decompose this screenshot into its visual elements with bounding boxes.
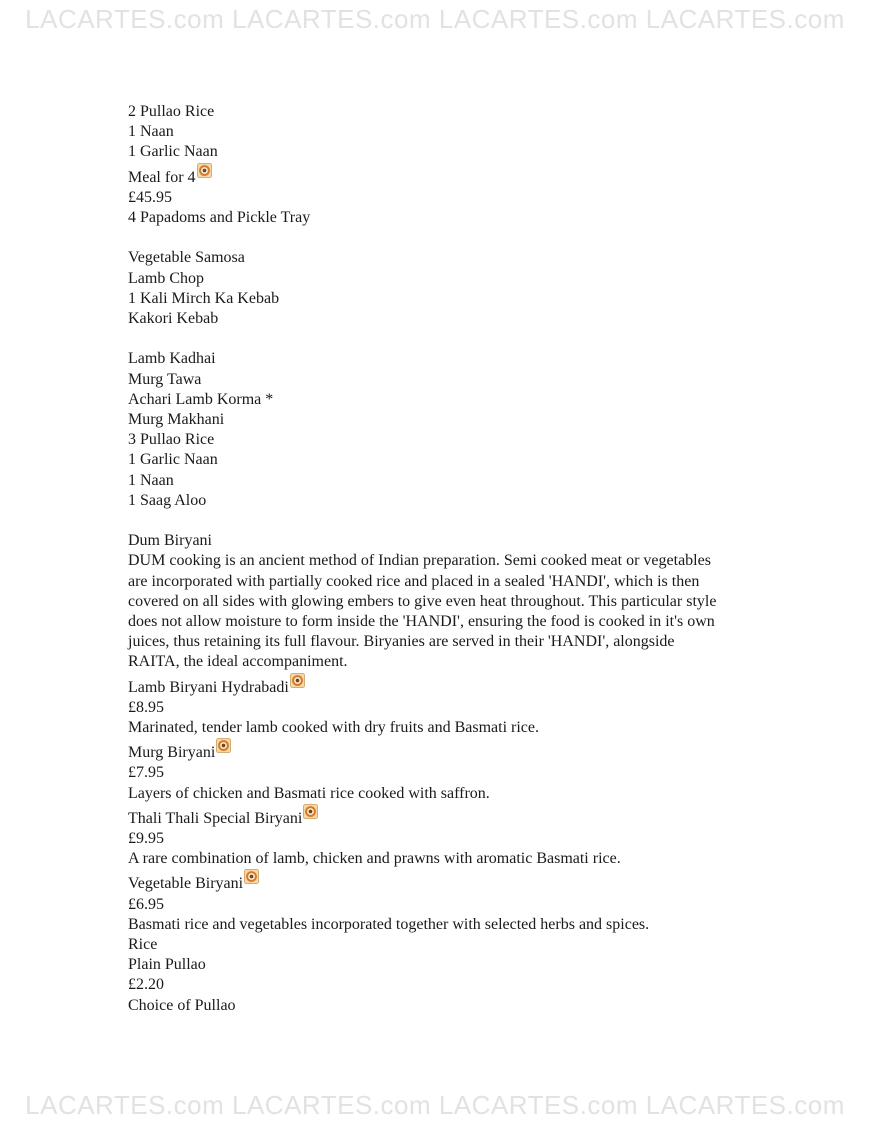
- dum-biryani-description: DUM cooking is an ancient method of Indian preparation. Semi cooked meat or vegetables are incorporated with partially cooked rice and placed in a sealed 'HANDI', which is then covered on all sides with glowing embers to give even heat throughout. This particular style does not allow moisture to form inside the 'HANDI', ensuring the food is cooked in it's own juices, thus retaining its full flavour. Biryanies are served in their 'HANDI', alongside RAITA, the ideal accompaniment.: [128, 552, 717, 671]
- section-heading-dum-biryani: Dum Biryani: [128, 532, 212, 550]
- appetizer-item: Kakori Kebab: [128, 310, 219, 328]
- main-item: Achari Lamb Korma *: [128, 390, 274, 408]
- main-item: 1 Garlic Naan: [128, 451, 218, 469]
- chef-badge-icon: [244, 869, 259, 884]
- appetizer-item: Vegetable Samosa: [128, 249, 245, 267]
- main-item: 3 Pullao Rice: [128, 431, 215, 449]
- main-item: Murg Makhani: [128, 411, 225, 429]
- appetizer-item: 1 Kali Mirch Ka Kebab: [128, 289, 280, 307]
- appetizer-item: Lamb Chop: [128, 269, 204, 287]
- main-item: 1 Naan: [128, 471, 174, 489]
- meal-for-4-price: £45.95: [128, 188, 172, 206]
- menu-item: 1 Naan: [128, 123, 174, 141]
- section-heading-rice: Rice: [128, 936, 158, 954]
- biryani-price: £9.95: [128, 830, 164, 848]
- rice-name: Choice of Pullao: [128, 996, 236, 1014]
- main-item: Lamb Kadhai: [128, 350, 216, 368]
- meal-for-4-title-row: [128, 163, 728, 188]
- biryani-description: Marinated, tender lamb cooked with dry fruits and Basmati rice.: [128, 719, 539, 737]
- biryani-name: Murg Biryani: [128, 744, 216, 762]
- biryani-price: £6.95: [128, 895, 164, 913]
- watermark-bottom: LACARTES.com LACARTES.com LACARTES.com LACARTES.com: [25, 1090, 845, 1120]
- main-item: Murg Tawa: [128, 370, 202, 388]
- biryani-description: A rare combination of lamb, chicken and prawns with aromatic Basmati rice.: [128, 850, 621, 868]
- biryani-name: Thali Thali Special Biryani: [128, 809, 303, 827]
- menu-page: [128, 102, 728, 1016]
- menu-item: 2 Pullao Rice: [128, 103, 215, 120]
- main-item: 1 Saag Aloo: [128, 491, 207, 509]
- biryani-price: £7.95: [128, 764, 164, 782]
- biryani-price: £8.95: [128, 698, 164, 716]
- biryani-name: Lamb Biryani Hydrabadi: [128, 678, 289, 696]
- biryani-name-row: [128, 804, 728, 829]
- meal-for-4-starter: 4 Papadoms and Pickle Tray: [128, 209, 311, 227]
- watermark-top: LACARTES.com LACARTES.com LACARTES.com LACARTES.com: [25, 4, 845, 34]
- menu-item: 1 Garlic Naan: [128, 143, 218, 161]
- biryani-name-row: [128, 738, 728, 763]
- meal-for-4-title: Meal for 4: [128, 168, 196, 186]
- chef-badge-icon: [290, 673, 305, 688]
- chef-badge-icon: [216, 738, 231, 753]
- biryani-name-row: [128, 869, 728, 894]
- chef-badge-icon: [303, 804, 318, 819]
- biryani-name: Vegetable Biryani: [128, 875, 244, 893]
- rice-name: Plain Pullao: [128, 956, 206, 974]
- biryani-name-row: [128, 673, 728, 698]
- chef-badge-icon: [197, 163, 212, 178]
- biryani-description: Basmati rice and vegetables incorporated together with selected herbs and spices.: [128, 915, 650, 933]
- rice-price: £2.20: [128, 976, 164, 994]
- biryani-description: Layers of chicken and Basmati rice cooked with saffron.: [128, 784, 490, 802]
